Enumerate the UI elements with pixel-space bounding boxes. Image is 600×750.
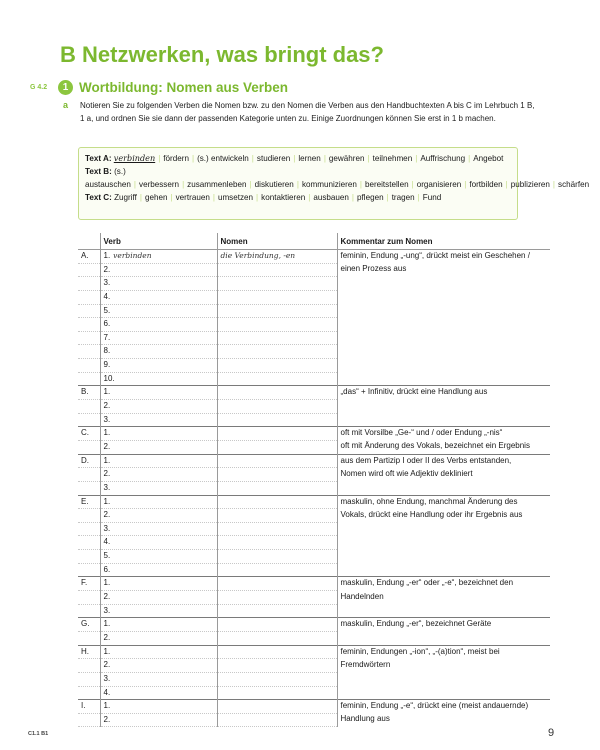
row-number: 2. [103,441,111,451]
noun-cell[interactable] [217,563,337,577]
row-number: 1. [103,455,111,465]
group-letter-empty [78,400,100,414]
noun-cell[interactable] [217,672,337,686]
verb-cell[interactable] [100,454,217,468]
table-row [78,495,550,509]
noun-cell[interactable] [217,400,337,414]
group-letter-empty [78,631,100,645]
verb-cell[interactable] [100,400,217,414]
group-letter-empty [78,468,100,482]
comment-cell [337,522,550,536]
group-letter-empty [78,304,100,318]
grammar-reference: G 4.2 [30,83,48,91]
table-row [78,304,550,318]
row-number: 5. [103,551,111,561]
verb-cell[interactable] [100,481,217,495]
exercise-header [30,79,288,95]
noun-cell[interactable] [217,645,337,659]
row-number: 2. [103,714,111,724]
noun-cell[interactable] [217,331,337,345]
table-row [78,263,550,277]
group-letter: I. [78,700,100,714]
noun-cell[interactable] [217,290,337,304]
row-number: 1. [103,701,111,711]
comment-cell [337,686,550,700]
table-row [78,468,550,482]
noun-cell[interactable] [217,345,337,359]
verb-cell[interactable] [100,413,217,427]
word-item: bereitstellen [364,180,409,189]
group-letter-empty [78,359,100,373]
comment-cell: maskulin, Endung „-er“ oder „-e“, bezeichnet den [337,577,550,591]
table-row [78,550,550,564]
table-row [78,631,550,645]
row-number: 1. [103,619,111,629]
table-row [78,440,550,454]
word-item: (s.) austauschen [85,167,131,189]
comment-cell [337,331,550,345]
verb-cell[interactable] [100,318,217,332]
row-number: 6. [103,564,111,574]
verb-cell[interactable] [100,290,217,304]
verb-cell[interactable] [100,468,217,482]
text-b-line [85,165,590,191]
comment-cell [337,372,550,386]
word-item: fördern [163,154,189,163]
exercise-title: Wortbildung: Nomen aus Verben [79,79,289,95]
row-number: 3. [103,278,111,288]
word-item: zusammenleben [187,180,247,189]
comment-cell [337,481,550,495]
row-number: 3. [103,523,111,533]
comment-cell: feminin, Endung „-e“, drückt eine (meist andauernde) [337,700,550,714]
verb-cell[interactable] [100,359,217,373]
verb-cell[interactable] [100,618,217,632]
noun-cell[interactable] [217,591,337,605]
verb-cell[interactable] [100,577,217,591]
verb-cell[interactable] [100,563,217,577]
comment-cell: Fremdwörtern [337,659,550,673]
header-letter [78,233,100,250]
table-row [78,481,550,495]
word-separator: | [468,154,471,163]
footer-code: C1.1 B1 [28,731,49,737]
verb-cell[interactable] [100,536,217,550]
group-letter: A. [78,250,100,264]
table-row [78,359,550,373]
word-item: teilnehmen [372,154,413,163]
comment-cell: feminin, Endungen „-ion“, „-(a)tion“, meist bei [337,645,550,659]
table-row [78,290,550,304]
verb-cell[interactable] [100,686,217,700]
verb-cell[interactable] [100,550,217,564]
verb-cell[interactable] [100,427,217,441]
group-letter-empty [78,672,100,686]
table-row [78,563,550,577]
comment-cell [337,345,550,359]
verb-cell[interactable] [100,440,217,454]
row-number: 5. [103,305,111,315]
comment-cell: maskulin, Endung „-er“, bezeichnet Geräte [337,618,550,632]
table-row [78,659,550,673]
noun-cell[interactable] [217,440,337,454]
word-separator: | [351,193,355,202]
word-separator: | [256,193,259,202]
verb-cell[interactable] [100,604,217,618]
word-item: pflegen [357,193,384,202]
table-row [78,318,550,332]
word-separator: | [323,154,326,163]
table-row [78,672,550,686]
noun-cell[interactable] [217,250,337,264]
word-item: (s.) entwickeln [197,154,249,163]
group-letter-empty [78,550,100,564]
header-noun: Nomen [217,233,337,250]
table-row [78,591,550,605]
comment-cell [337,359,550,373]
row-number: 2. [103,632,111,642]
table-row [78,454,550,468]
verb-cell[interactable] [100,277,217,291]
verb-cell[interactable] [100,713,217,727]
noun-cell[interactable] [217,604,337,618]
verb-cell[interactable] [100,345,217,359]
word-separator: | [251,154,254,163]
word-item: Zugriff [114,193,137,202]
verb-cell[interactable] [100,672,217,686]
verb-cell[interactable] [100,631,217,645]
word-separator: | [552,180,556,189]
row-number: 3. [103,673,111,683]
word-separator: | [212,193,215,202]
comment-cell [337,631,550,645]
table-row [78,700,550,714]
noun-cell[interactable] [217,277,337,291]
noun-cell[interactable] [217,427,337,441]
noun-cell[interactable] [217,713,337,727]
row-number: 1. [103,387,111,397]
table-row [78,386,550,400]
group-letter-empty [78,345,100,359]
comment-cell: Handlung aus [337,713,550,727]
row-number: 9. [103,360,111,370]
verb-cell[interactable] [100,495,217,509]
group-letter: D. [78,454,100,468]
word-separator: | [296,180,299,189]
word-item: kommunizieren [301,180,357,189]
comment-cell [337,304,550,318]
row-number: 2. [103,469,111,479]
word-item: Auffrischung [420,154,466,163]
row-number: 1. [103,251,111,260]
word-item: gewähren [328,154,365,163]
group-letter-empty [78,318,100,332]
verb-cell[interactable] [100,591,217,605]
subtask-letter: a [63,100,69,110]
group-letter-empty [78,263,100,277]
verb-cell[interactable] [100,263,217,277]
table-row [78,331,550,345]
comment-cell: Nomen wird oft wie Adjektiv dekliniert [337,468,550,482]
word-separator: | [367,154,370,163]
table-row [78,413,550,427]
comment-cell: Handelnden [337,591,550,605]
comment-cell: aus dem Partizip I oder II des Verbs entstanden, [337,454,550,468]
group-letter-empty [78,331,100,345]
group-letter-empty [78,481,100,495]
word-separator: | [133,180,137,189]
group-letter-empty [78,372,100,386]
row-number: 8. [103,346,111,356]
word-formation-table [78,233,550,727]
word-separator: | [464,180,467,189]
comment-cell [337,550,550,564]
row-number: 1. [103,496,111,506]
group-letter-empty [78,277,100,291]
word-separator: | [170,193,173,202]
text-c-label: Text C: [85,193,112,202]
noun-cell[interactable] [217,536,337,550]
table-row [78,250,550,264]
group-letter-empty [78,536,100,550]
verb-cell[interactable] [100,522,217,536]
verb-cell[interactable] [100,659,217,673]
noun-cell[interactable] [217,372,337,386]
exercise-number-badge: 1 [58,80,73,95]
noun-cell[interactable] [217,263,337,277]
noun-cell[interactable] [217,318,337,332]
noun-cell[interactable] [217,386,337,400]
word-separator: | [308,193,311,202]
verb-cell[interactable] [100,372,217,386]
word-item: gehen [145,193,168,202]
word-item: vertrauen [175,193,210,202]
noun-cell[interactable] [217,454,337,468]
table-row [78,645,550,659]
table-row [78,277,550,291]
group-letter: F. [78,577,100,591]
table-row [78,372,550,386]
word-item: verbessern [139,180,180,189]
text-b-label: Text B: [85,167,112,176]
row-number: 2. [103,264,111,274]
comment-cell [337,672,550,686]
row-number: 1. [103,646,111,656]
group-letter-empty [78,713,100,727]
row-number: 6. [103,319,111,329]
table-row [78,427,550,441]
word-item: Angebot [473,154,504,163]
instruction-text: Notieren Sie zu folgenden Verben die Nomen bzw. zu den Nomen die Verben aus den Handbuchtexten A bis C im Lehrbuch 1 B, 1 a, und ordnen Sie sie dann der passenden Kategorie unten zu. Einige Zuordnungen können Sie erst in 1 b machen. [80,101,535,123]
header-verb: Verb [100,233,217,250]
noun-cell[interactable] [217,631,337,645]
row-number: 4. [103,537,111,547]
word-item: schärfen [558,180,590,189]
comment-cell [337,277,550,291]
verb-cell[interactable] [100,304,217,318]
text-a-line [85,152,511,165]
noun-cell[interactable] [217,413,337,427]
header-comment: Kommentar zum Nomen [337,233,550,250]
noun-cell[interactable] [217,509,337,523]
word-separator: | [293,154,296,163]
noun-cell[interactable] [217,550,337,564]
word-box [78,147,590,220]
group-letter-empty [78,659,100,673]
word-separator: | [505,180,508,189]
row-number: 2. [103,401,111,411]
row-number: 2. [103,592,111,602]
comment-cell [337,318,550,332]
comment-cell [337,413,550,427]
noun-cell[interactable] [217,495,337,509]
example-noun: die Verbindung, -en [220,251,296,260]
text-c-line [85,191,511,204]
word-item: Fund [422,193,442,202]
comment-cell: oft mit Änderung des Vokals, bezeichnet ein Ergebnis [337,440,550,454]
verb-cell[interactable] [100,509,217,523]
comment-cell: Vokals, drückt eine Handlung oder ihr Ergebnis aus [337,509,550,523]
group-letter-empty [78,290,100,304]
word-separator: | [386,193,389,202]
word-separator: | [417,193,420,202]
row-number: 3. [103,414,111,424]
row-number: 10. [103,373,115,383]
noun-cell[interactable] [217,481,337,495]
group-letter-empty [78,440,100,454]
word-separator: | [158,154,161,163]
table-row [78,536,550,550]
table-row [78,618,550,632]
noun-cell[interactable] [217,522,337,536]
group-letter: C. [78,427,100,441]
word-separator: | [139,193,142,202]
word-item: verbinden [113,153,156,163]
comment-cell: oft mit Vorsilbe „Ge-“ und / oder Endung „-nis“ [337,427,550,441]
word-item: studieren [256,154,291,163]
noun-cell[interactable] [217,700,337,714]
word-item: umsetzen [217,193,254,202]
verb-cell[interactable] [100,250,217,264]
group-letter-empty [78,604,100,618]
comment-cell [337,563,550,577]
table-row [78,400,550,414]
word-separator: | [415,154,418,163]
comment-cell [337,604,550,618]
noun-cell[interactable] [217,618,337,632]
table-row [78,713,550,727]
row-number: 2. [103,660,111,670]
row-number: 1. [103,578,111,588]
comment-cell [337,536,550,550]
group-letter-empty [78,413,100,427]
word-separator: | [411,180,414,189]
group-letter-empty [78,563,100,577]
word-item: kontaktieren [261,193,306,202]
row-number: 3. [103,605,111,615]
group-letter-empty [78,591,100,605]
comment-cell: „das“ + Infinitiv, drückt eine Handlung aus [337,386,550,400]
row-number: 7. [103,332,111,342]
row-number: 3. [103,482,111,492]
noun-cell[interactable] [217,686,337,700]
section-title: Netzwerken, was bringt das? [82,42,384,67]
group-letter: E. [78,495,100,509]
comment-cell [337,290,550,304]
noun-cell[interactable] [217,359,337,373]
section-letter: B [60,42,76,67]
word-item: organisieren [416,180,462,189]
word-item: tragen [391,193,415,202]
word-separator: | [249,180,252,189]
noun-cell[interactable] [217,659,337,673]
verb-cell[interactable] [100,700,217,714]
word-item: diskutieren [254,180,294,189]
noun-cell[interactable] [217,304,337,318]
verb-cell[interactable] [100,331,217,345]
word-separator: | [182,180,185,189]
noun-cell[interactable] [217,577,337,591]
comment-cell: feminin, Endung „-ung“, drückt meist ein Geschehen / [337,250,550,264]
group-letter: G. [78,618,100,632]
text-a-label: Text A: [85,154,112,163]
table-row [78,345,550,359]
group-letter-empty [78,509,100,523]
page-number: 9 [548,727,555,739]
word-separator: | [191,154,195,163]
comment-cell: maskulin, ohne Endung, manchmal Änderung des [337,495,550,509]
example-verb: verbinden [113,251,152,260]
row-number: 4. [103,291,111,301]
comment-cell [337,400,550,414]
noun-cell[interactable] [217,468,337,482]
verb-cell[interactable] [100,386,217,400]
verb-cell[interactable] [100,645,217,659]
group-letter-empty [78,522,100,536]
table-row [78,604,550,618]
word-item: fortbilden [469,180,503,189]
page-title [60,42,384,68]
group-letter: B. [78,386,100,400]
table-row [78,686,550,700]
row-number: 4. [103,687,111,697]
group-letter: H. [78,645,100,659]
group-letter-empty [78,686,100,700]
table-row [78,509,550,523]
table-row [78,577,550,591]
row-number: 2. [103,510,111,520]
word-separator: | [359,180,362,189]
word-item: ausbauen [313,193,349,202]
comment-cell: einen Prozess aus [337,263,550,277]
word-item: lernen [298,154,321,163]
row-number: 1. [103,428,111,438]
word-item: publizieren [510,180,550,189]
table-row [78,522,550,536]
